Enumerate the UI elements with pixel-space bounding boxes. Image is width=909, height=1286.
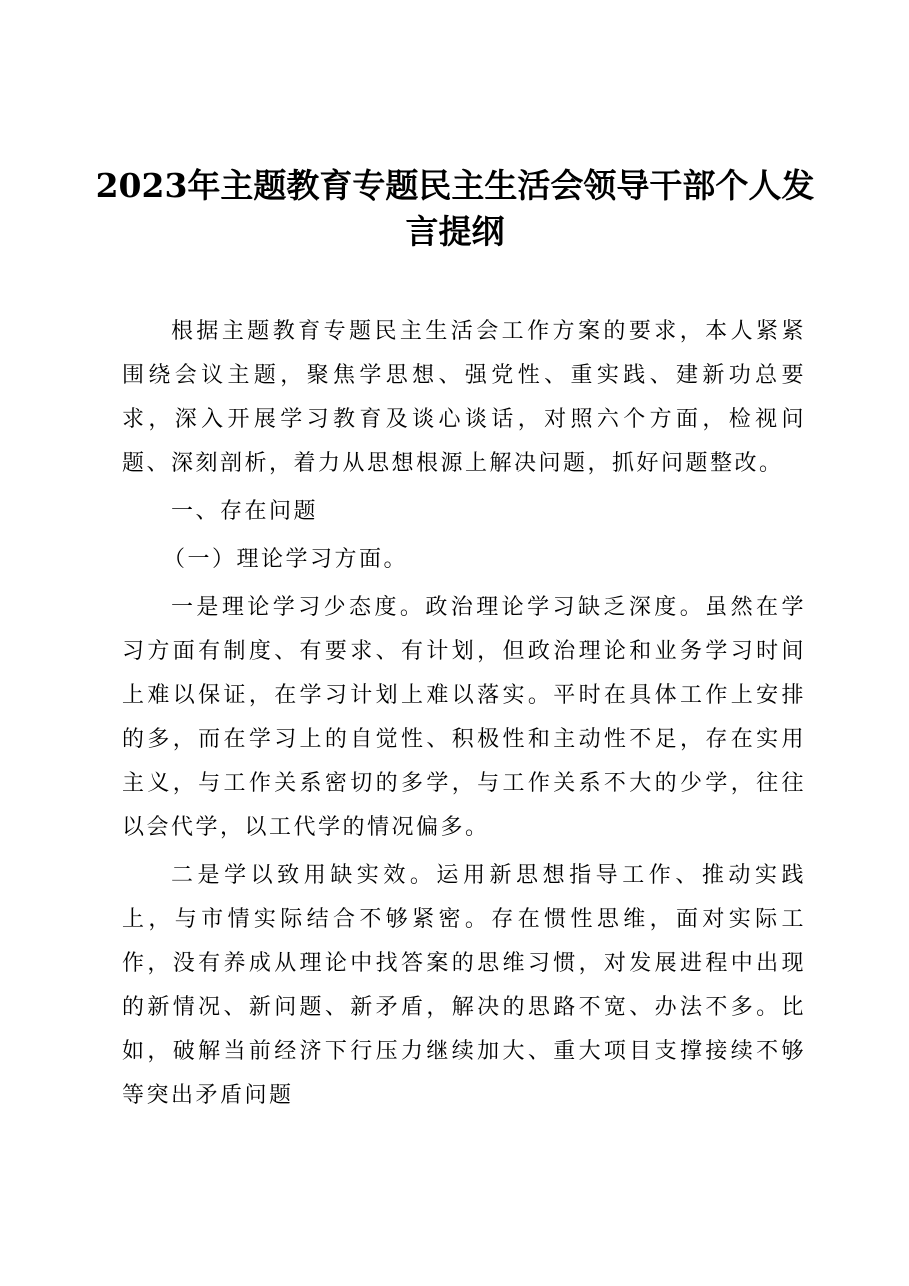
subsection-heading-theory-study: （一）理论学习方面。: [163, 547, 409, 572]
document-title: 2023年主题教育专题民主生活会领导干部个人发言提纲: [95, 166, 815, 251]
paragraph-point-one: 一是理论学习少态度。政治理论学习缺乏深度。虽然在学习方面有制度、有要求、有计划，但政治理论和业务学习时间上难以保证，在学习计划上难以落实。平时在具体工作上安排的多，而在学习上的自觉性、积极性和主动性不足，存在实用主义，与工作关系密切的多学，与工作关系不大的少学，往往以会代学，以工代学的情况偏多。: [122, 595, 806, 840]
document-body: [122, 310, 806, 1122]
section-heading-problems: 一、存在问题: [171, 499, 319, 524]
paragraph-point-two: 二是学以致用缺实效。运用新思想指导工作、推动实践上，与市情实际结合不够紧密。存在惯性思维，面对实际工作，没有养成从理论中找答案的思维习惯，对发展进程中出现的新情况、新问题、新矛盾，解决的思路不宽、办法不多。比如，破解当前经济下行压力继续加大、重大项目支撑接续不够等突出矛盾问题: [122, 863, 806, 1108]
intro-paragraph: 根据主题教育专题民主生活会工作方案的要求，本人紧紧围绕会议主题，聚焦学思想、强党性、重实践、建新功总要求，深入开展学习教育及谈心谈话，对照六个方面，检视问题、深刻剖析，着力从思想根源上解决问题，抓好问题整改。: [122, 319, 806, 476]
